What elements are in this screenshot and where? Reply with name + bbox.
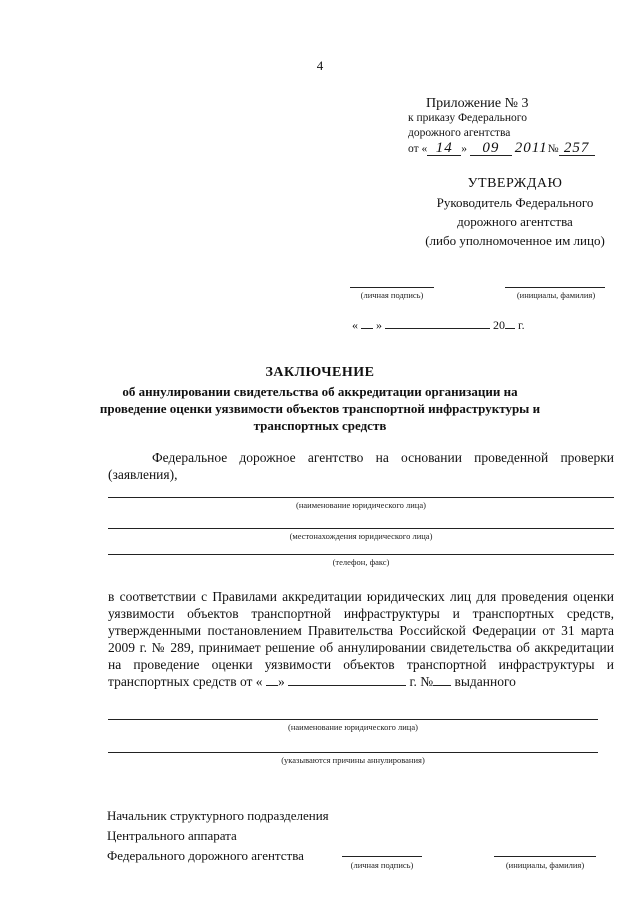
body-number-blank [433, 685, 451, 686]
lower-entity-name-line [108, 719, 598, 720]
approval-date-open-quote: « [352, 318, 358, 332]
body-paragraph [108, 588, 614, 690]
bottom-initials-caption: (инициалы, фамилия) [505, 860, 585, 870]
approval-line-agency: дорожного агентства [457, 214, 573, 229]
document-title-line1: об аннулировании свидетельства об аккредитации организации на [122, 384, 518, 399]
signatory-line3: Федерального дорожного агентства [107, 848, 304, 863]
entity-location-line [108, 528, 614, 529]
body-text: в соответствии с Правилами аккредитации юридических лиц для проведения оценки уязвимости объектов транспортной инфраструктуры и транспортных средств, утвержденными постановлением Правительства Российской Федерации от 31 марта 2009 г. № 289, принимает решение об аннулировании свидетельства об аккредитации на проведение оценки уязвимости объектов транспортной инфраструктуры и транспортных средств от « [108, 589, 614, 689]
appendix-agency-line: дорожного агентства [408, 127, 511, 139]
body-date-close-quote: » [277, 674, 285, 689]
appendix-date-prefix: от « [408, 143, 428, 155]
signatory-line1: Начальник структурного подразделения [107, 808, 329, 823]
entity-name-line [108, 497, 614, 498]
document-title-line3: транспортных средств [253, 418, 387, 433]
approval-heading: УТВЕРЖДАЮ [467, 176, 563, 191]
top-signature-caption: (личная подпись) [360, 290, 424, 300]
body-date-year-suffix: г. [409, 674, 417, 689]
bottom-initials-line [494, 856, 596, 857]
signatory-line2: Центрального аппарата [107, 828, 237, 843]
intro-paragraph: Федеральное дорожное агентство на основании проведенной проверки (заявления), [108, 450, 614, 482]
approval-date-day-blank [361, 328, 373, 329]
approval-date-close-quote: » [376, 318, 382, 332]
approval-date-line [352, 318, 525, 333]
appendix-header [408, 96, 628, 157]
approval-date-month-blank [385, 328, 490, 329]
approval-line-authorized: (либо уполномоченное им лицо) [425, 233, 605, 248]
body-issued: выданного [454, 674, 516, 689]
approval-date-year-suffix: г. [518, 318, 525, 332]
body-date-day-blank [266, 685, 278, 686]
body-date-month-blank [288, 685, 406, 686]
approval-date-year-prefix: 20 [493, 318, 505, 332]
lower-entity-name-caption: (наименование юридического лица) [288, 722, 418, 732]
document-title [90, 364, 550, 434]
approval-date-year-blank [505, 328, 515, 329]
appendix-date-line [408, 141, 628, 157]
approval-line-head: Руководитель Федерального [436, 195, 594, 210]
reasons-caption: (указываются причины аннулирования) [281, 755, 425, 765]
appendix-number: 257 [559, 142, 595, 156]
appendix-date-sep: » [461, 143, 467, 155]
phone-caption: (телефон, факс) [332, 557, 390, 567]
bottom-signature-caption: (личная подпись) [350, 860, 414, 870]
appendix-number-label: № [547, 143, 559, 155]
top-initials-caption: (инициалы, фамилия) [516, 290, 596, 300]
page-number: 4 [316, 58, 324, 73]
entity-location-caption: (местонахождения юридического лица) [289, 531, 433, 541]
signatory-block [107, 806, 329, 866]
approval-block [400, 174, 630, 250]
top-signature-line [350, 287, 434, 288]
appendix-date-month: 09 [470, 142, 512, 156]
document-heading: ЗАКЛЮЧЕНИЕ [265, 365, 375, 380]
appendix-title: Приложение № 3 [426, 96, 529, 111]
phone-line [108, 554, 614, 555]
top-initials-line [505, 287, 605, 288]
document-title-line2: проведение оценки уязвимости объектов транспортной инфраструктуры и [99, 401, 541, 416]
entity-name-caption: (наименование юридического лица) [296, 500, 426, 510]
appendix-date-year: 2011 [514, 140, 548, 156]
bottom-signature-line [342, 856, 422, 857]
appendix-order-line: к приказу Федерального [408, 112, 527, 124]
body-number-label: № [420, 674, 434, 689]
appendix-date-day: 14 [427, 142, 461, 156]
reasons-line [108, 752, 598, 753]
